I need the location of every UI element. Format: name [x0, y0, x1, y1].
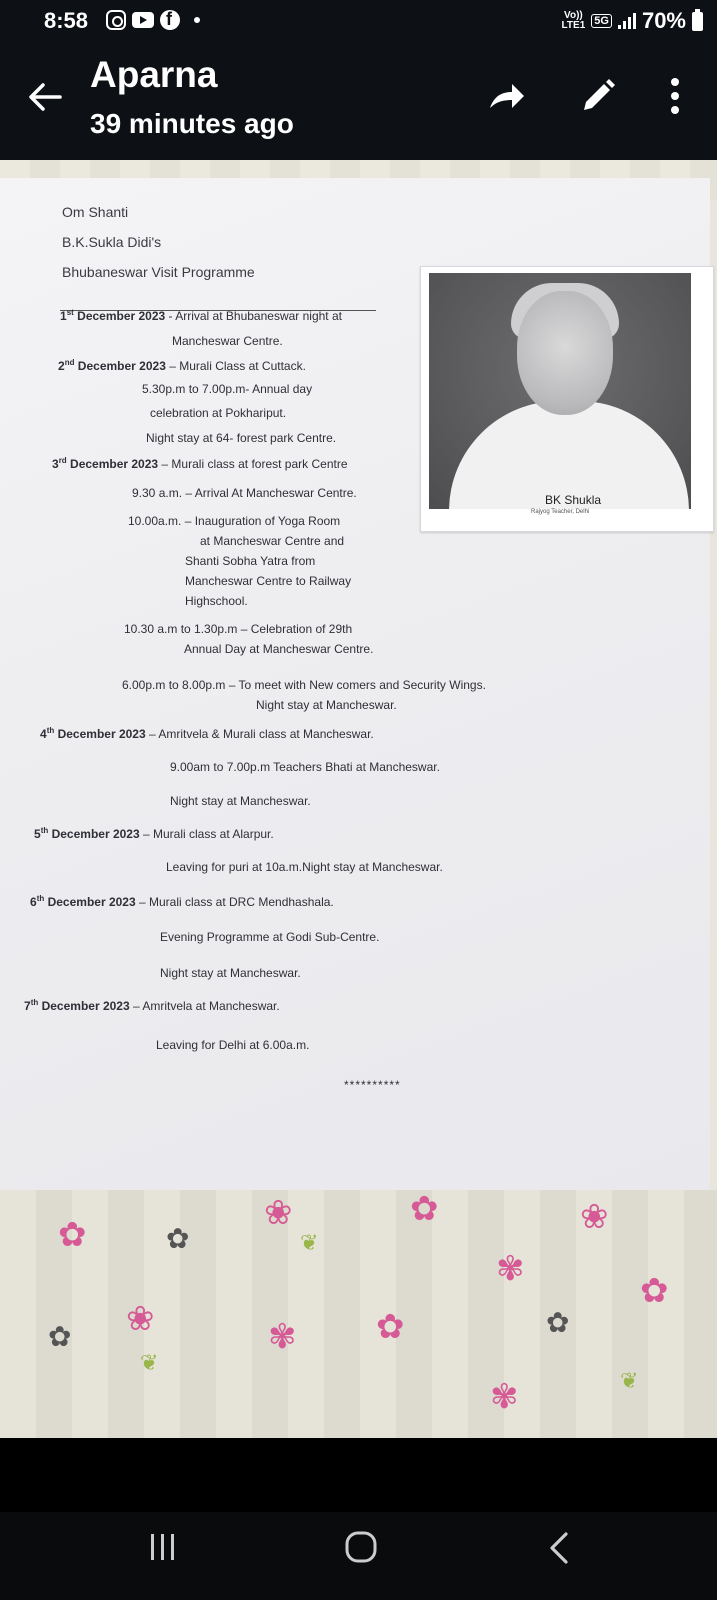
programme-line: Evening Programme at Godi Sub-Centre. — [160, 930, 380, 944]
leaf-pattern-icon: ❦ — [300, 1230, 319, 1255]
notification-icons — [106, 10, 200, 30]
programme-line: Highschool. — [185, 594, 248, 608]
programme-line: Mancheswar Centre to Railway — [185, 574, 352, 588]
programme-line: 5th December 2023 – Murali class at Alarpur. — [34, 826, 274, 841]
forward-icon[interactable] — [484, 74, 528, 118]
flower-pattern-icon: ✿ — [58, 1216, 87, 1254]
programme-line: 10.00a.m. – Inauguration of Yoga Room — [128, 514, 341, 528]
app-bar — [0, 44, 717, 160]
more-options-icon[interactable] — [660, 74, 690, 118]
status-indicators — [562, 8, 703, 34]
status-bar — [0, 0, 717, 44]
programme-line: 5.30p.m to 7.00p.m- Annual day — [142, 382, 313, 396]
flower-pattern-icon: ✿ — [410, 1190, 439, 1228]
doc-greeting: Om Shanti — [62, 204, 129, 220]
programme-line: 4th December 2023 – Amritvela & Murali class at Mancheswar. — [40, 726, 374, 741]
signal-icon — [618, 13, 636, 29]
flower-pattern-icon: ❀ — [126, 1300, 155, 1338]
shared-photo[interactable] — [0, 160, 717, 1438]
network-type-badge: 5G — [591, 14, 612, 28]
flower-pattern-icon: ❀ — [264, 1194, 293, 1232]
programme-line: 2nd December 2023 – Murali Class at Cuttack. — [58, 358, 306, 373]
viewer-letterbox — [0, 1438, 717, 1512]
programme-line: 10.30 a.m to 1.30p.m – Celebration of 29th — [124, 622, 353, 636]
battery-percent: 70% — [641, 8, 686, 33]
leaf-pattern-icon: ❦ — [620, 1368, 639, 1393]
recent-apps-icon[interactable] — [146, 1532, 180, 1562]
programme-document — [0, 178, 710, 1196]
programme-line: Night stay at Mancheswar. — [160, 966, 301, 980]
flower-pattern-icon: ✿ — [546, 1307, 570, 1338]
doc-name: B.K.Sukla Didi's — [62, 234, 162, 250]
programme-line: at Mancheswar Centre and — [200, 534, 345, 548]
flower-pattern-icon: ✾ — [490, 1378, 519, 1416]
programme-line: 9.30 a.m. – Arrival At Mancheswar Centre. — [132, 486, 357, 500]
programme-line: 3rd December 2023 – Murali class at forest park Centre — [52, 456, 348, 471]
programme-line: 6.00p.m to 8.00p.m – To meet with New comers and Security Wings. — [122, 678, 486, 692]
portrait-image — [429, 273, 691, 509]
back-arrow-icon[interactable] — [26, 78, 64, 116]
home-icon[interactable] — [344, 1530, 378, 1564]
portrait-photo — [420, 266, 714, 532]
portrait-caption: BK Shukla — [545, 493, 602, 507]
more-notifications-dot-icon — [194, 17, 200, 23]
programme-line: Shanti Sobha Yatra from — [185, 554, 316, 568]
flower-pattern-icon: ✿ — [48, 1321, 72, 1352]
end-marker: ********** — [344, 1078, 401, 1092]
programme-line: celebration at Pokhariput. — [150, 406, 287, 420]
portrait-subcaption: Rajyog Teacher, Delhi — [531, 509, 590, 515]
programme-line: Leaving for puri at 10a.m.Night stay at Mancheswar. — [166, 860, 443, 874]
back-nav-icon[interactable] — [544, 1530, 574, 1566]
programme-line: 6th December 2023 – Murali class at DRC Mendhashala. — [30, 894, 334, 909]
doc-heading: Bhubaneswar Visit Programme — [62, 264, 255, 280]
programme-line: Night stay at Mancheswar. — [256, 698, 397, 712]
youtube-icon — [132, 12, 154, 28]
instagram-icon — [106, 10, 126, 30]
flower-pattern-icon: ✾ — [496, 1250, 525, 1288]
flower-pattern-icon: ✿ — [640, 1272, 669, 1310]
status-time: 8:58 — [44, 8, 89, 33]
battery-icon — [692, 12, 703, 31]
programme-line: Annual Day at Mancheswar Centre. — [184, 642, 374, 656]
sent-time: 39 minutes ago — [90, 108, 294, 139]
edit-pencil-icon[interactable] — [576, 74, 620, 118]
flower-pattern-icon: ❀ — [580, 1198, 609, 1236]
programme-line: Leaving for Delhi at 6.00a.m. — [156, 1038, 310, 1052]
leaf-pattern-icon: ❦ — [140, 1350, 159, 1375]
flower-pattern-icon: ✿ — [166, 1223, 190, 1254]
programme-line: 9.00am to 7.00p.m Teachers Bhati at Mancheswar. — [170, 760, 440, 774]
sender-name: Aparna — [90, 54, 218, 95]
programme-line: Night stay at 64- forest park Centre. — [146, 431, 337, 445]
navigation-bar — [0, 1512, 717, 1600]
fabric-background-bottom — [0, 1190, 717, 1438]
flower-pattern-icon: ✾ — [268, 1318, 297, 1356]
programme-line: 7th December 2023 – Amritvela at Mancheswar. — [24, 998, 280, 1013]
facebook-icon — [160, 10, 180, 30]
programme-line: 1st December 2023 - Arrival at Bhubaneswar night at — [60, 308, 342, 323]
programme-line: Night stay at Mancheswar. — [170, 794, 311, 808]
volte-indicator: Vo)) LTE1 — [561, 10, 586, 31]
flower-pattern-icon: ✿ — [376, 1308, 405, 1346]
programme-line: Mancheswar Centre. — [172, 334, 283, 348]
